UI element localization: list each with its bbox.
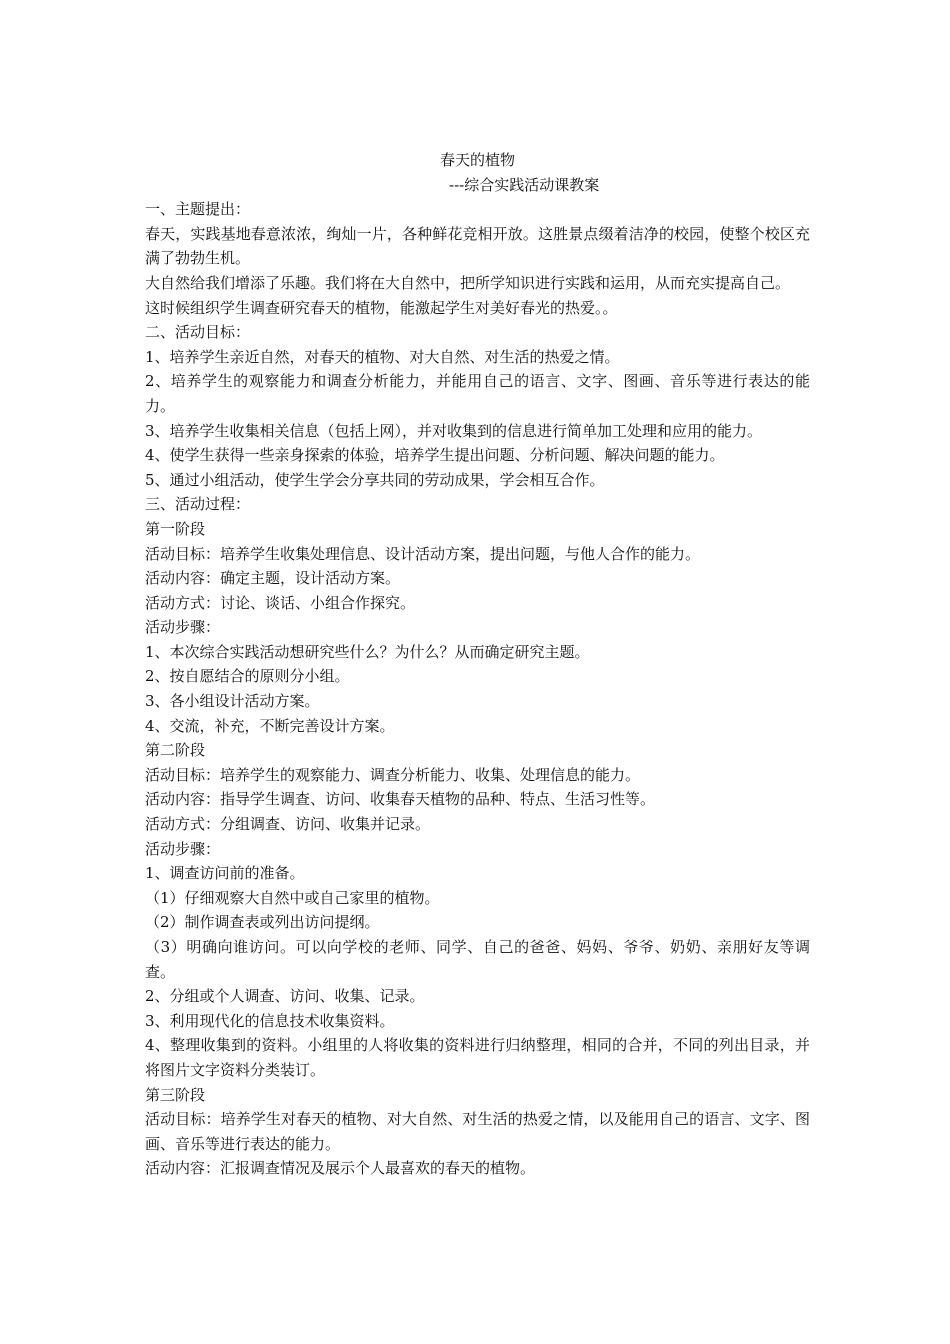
body-paragraph: 5、通过小组活动，使学生学会分享共同的劳动成果，学会相互合作。: [145, 470, 605, 489]
body-paragraph: 1、培养学生亲近自然，对春天的植物、对大自然、对生活的热爱之情。: [145, 347, 620, 366]
body-paragraph: （3）明确向谁访问。可以向学校的老师、同学、自己的爸爸、妈妈、爷爷、奶奶、亲朋好友等调查。: [145, 938, 810, 981]
body-paragraph: 2、分组或个人调查、访问、收集、记录。: [145, 987, 425, 1006]
body-paragraph: 活动目标：培养学生收集处理信息、设计活动方案，提出问题，与他人合作的能力。: [145, 544, 701, 563]
body-paragraph: 这时候组织学生调查研究春天的植物，能激起学生对美好春光的热爱。。: [145, 298, 618, 317]
body-paragraph: 活动内容：汇报调查情况及展示个人最喜欢的春天的植物。: [145, 1159, 536, 1178]
body-paragraph: 活动内容：确定主题，设计活动方案。: [145, 569, 401, 588]
document-subtitle: ---综合实践活动课教案: [449, 175, 600, 194]
body-paragraph: 一、主题提出：: [145, 200, 251, 219]
body-paragraph: 活动目标：培养学生对春天的植物、对大自然、对生活的热爱之情，以及能用自己的语言、文字、图画、音乐等进行表达的能力。: [145, 1110, 810, 1153]
body-paragraph: 第三阶段: [145, 1085, 206, 1104]
body-paragraph: 2、按自愿结合的原则分小组。: [145, 667, 350, 686]
body-paragraph: 活动内容：指导学生调查、访问、收集春天植物的品种、特点、生活习性等。: [145, 790, 656, 809]
body-paragraph: 3、培养学生收集相关信息（包括上网），并对收集到的信息进行简单加工处理和应用的能力。: [145, 421, 763, 440]
body-paragraph: 3、利用现代化的信息技术收集资料。: [145, 1011, 395, 1030]
body-paragraph: 活动方式：讨论、谈话、小组合作探究。: [145, 593, 416, 612]
document-page: [145, 148, 810, 1181]
document-title: 春天的植物: [439, 151, 515, 169]
body-paragraph: 1、调查访问前的准备。: [145, 864, 305, 883]
body-paragraph: 3、各小组设计活动方案。: [145, 692, 320, 711]
body-paragraph: 第一阶段: [145, 519, 206, 538]
body-paragraph: 二、活动目标：: [145, 323, 251, 342]
body-paragraph: 活动步骤：: [145, 839, 221, 858]
body-paragraph: 第二阶段: [145, 741, 206, 760]
document-body: [145, 197, 810, 1181]
body-paragraph: 大自然给我们增添了乐趣。我们将在大自然中，把所学知识进行实践和运用，从而充实提高自己。: [145, 273, 791, 292]
body-paragraph: （2）制作调查表或列出访问提纲。: [145, 913, 380, 932]
body-paragraph: 活动目标：培养学生的观察能力、调查分析能力、收集、处理信息的能力。: [145, 765, 641, 784]
body-paragraph: 活动方式：分组调查、访问、收集并记录。: [145, 815, 431, 834]
body-paragraph: 4、使学生获得一些亲身探索的体验，培养学生提出问题、分析问题、解决问题的能力。: [145, 446, 725, 465]
body-paragraph: 4、整理收集到的资料。小组里的人将收集的资料进行归纳整理，相同的合并，不同的列出目录，并将图片文字资料分类装订。: [145, 1036, 810, 1079]
body-paragraph: 1、本次综合实践活动想研究些什么？为什么？从而确定研究主题。: [145, 642, 590, 661]
body-paragraph: （1）仔细观察大自然中或自己家里的植物。: [145, 888, 440, 907]
body-paragraph: 2、培养学生的观察能力和调查分析能力，并能用自己的语言、文字、图画、音乐等进行表达的能力。: [145, 372, 810, 415]
body-paragraph: 活动步骤：: [145, 618, 221, 637]
body-paragraph: 4、交流，补充，不断完善设计方案。: [145, 716, 395, 735]
body-paragraph: 春天，实践基地春意浓浓，绚灿一片，各种鲜花竞相开放。这胜景点缀着洁净的校园，使整个校区充满了勃勃生机。: [145, 224, 810, 268]
body-paragraph: 三、活动过程：: [145, 495, 251, 514]
